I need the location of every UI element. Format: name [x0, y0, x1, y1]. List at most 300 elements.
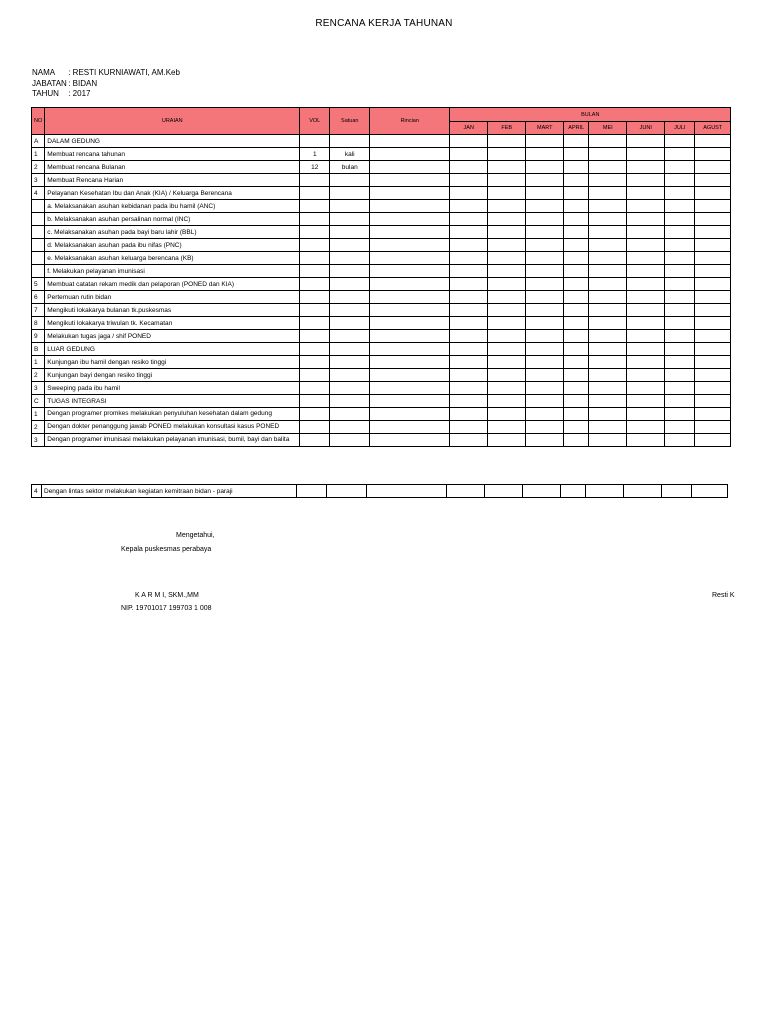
cell-month: [665, 252, 695, 265]
cell-month: [665, 421, 695, 434]
cell-month: [488, 226, 526, 239]
cell-month: [665, 161, 695, 174]
cell-vol: [300, 408, 330, 421]
meta-label: NAMA: [32, 68, 56, 77]
cell-month: [627, 434, 665, 447]
cell-month: [526, 382, 564, 395]
table-row: [32, 421, 731, 434]
header-vol: VOL: [300, 108, 330, 135]
cell-month: [564, 317, 589, 330]
cell-month: [665, 434, 695, 447]
cell-month: [665, 408, 695, 421]
cell-satuan: [330, 343, 370, 356]
cell-rincian: [370, 278, 450, 291]
cell-month: [589, 187, 627, 200]
cell-month: [627, 200, 665, 213]
cell-month: [665, 382, 695, 395]
cell-month: [488, 135, 526, 148]
table-row: [32, 161, 731, 174]
cell-month: [627, 226, 665, 239]
cell-uraian: a. Melaksanakan asuhan kebidanan pada ibu hamil (ANC): [45, 200, 300, 213]
cell-month: [526, 330, 564, 343]
cell-month: [695, 330, 731, 343]
cell-rincian: [370, 356, 450, 369]
cell-month: [589, 317, 627, 330]
cell-vol: [300, 278, 330, 291]
cell-month: [627, 356, 665, 369]
cell-month: [564, 200, 589, 213]
cell-month: [665, 200, 695, 213]
cell-month: [665, 291, 695, 304]
cell-month: [488, 174, 526, 187]
cell-vol: [300, 317, 330, 330]
cell-month: [627, 291, 665, 304]
cell-month: [627, 395, 665, 408]
cell-uraian: Mengikuti lokakarya triwulan tk. Kecamatan: [45, 317, 300, 330]
cell-rincian: [370, 317, 450, 330]
cell-month: [526, 135, 564, 148]
cell-satuan: [330, 434, 370, 447]
cell-month: [665, 343, 695, 356]
cell-uraian: Kunjungan ibu hamil dengan resiko tinggi: [45, 356, 300, 369]
cell-uraian: d. Melaksanakan asuhan pada ibu nifas (PNC): [45, 239, 300, 252]
cell-month: [627, 265, 665, 278]
cell-month: [450, 434, 488, 447]
cell-vol: [300, 330, 330, 343]
cell-month: [488, 369, 526, 382]
cell-month: [488, 356, 526, 369]
cell-month: [665, 356, 695, 369]
cell-month: [589, 135, 627, 148]
cell-satuan: [330, 174, 370, 187]
cell-month: [564, 434, 589, 447]
header-uraian: URAIAN: [45, 108, 300, 135]
cell-month: [695, 408, 731, 421]
cell-month: [627, 382, 665, 395]
header-month: JULI: [665, 122, 695, 135]
cell-month: [589, 291, 627, 304]
cell-month: [665, 265, 695, 278]
cell-month: [589, 421, 627, 434]
table-row: [32, 304, 731, 317]
cell-month: [589, 395, 627, 408]
cell-no: B: [32, 343, 45, 356]
cell-satuan: [330, 226, 370, 239]
cell-month: [695, 265, 731, 278]
cell-month: [488, 187, 526, 200]
cell-no: 9: [32, 330, 45, 343]
cell-uraian: Pelayanan Kesehatan Ibu dan Anak (KIA) / Keluarga Berencana: [45, 187, 300, 200]
cell-uraian: Dengan dokter penanggung jawab PONED melakukan konsultasi kasus PONED: [45, 421, 300, 434]
cell-month: [695, 213, 731, 226]
cell-no: [32, 226, 45, 239]
table-row: [32, 317, 731, 330]
cell-month: [564, 421, 589, 434]
cell-uraian: DALAM GEDUNG: [45, 135, 300, 148]
cell-month: [526, 356, 564, 369]
cell-month: [526, 304, 564, 317]
cell-vol: [300, 213, 330, 226]
cell-no: 2: [32, 421, 45, 434]
cell-rincian: [370, 252, 450, 265]
cell-month: [450, 174, 488, 187]
cell-month: [589, 239, 627, 252]
cell-month: [564, 291, 589, 304]
cell-satuan: [330, 408, 370, 421]
cell-month: [526, 317, 564, 330]
cell-uraian: Membuat rencana tahunan: [45, 148, 300, 161]
work-plan-extra-table: [31, 484, 728, 498]
table-row: [32, 382, 731, 395]
sign-nip: NIP. 19701017 199703 1 008: [121, 605, 212, 612]
cell-month: [488, 148, 526, 161]
cell-month: [526, 265, 564, 278]
cell-month: [450, 252, 488, 265]
cell-vol: [300, 382, 330, 395]
cell-month: [564, 161, 589, 174]
cell-month: [564, 330, 589, 343]
cell-month: [523, 485, 561, 498]
cell-rincian: [370, 330, 450, 343]
cell-uraian: b. Melaksanakan asuhan persalinan normal (INC): [45, 213, 300, 226]
cell-month: [564, 304, 589, 317]
cell-month: [627, 317, 665, 330]
cell-month: [662, 485, 692, 498]
cell-vol: [300, 434, 330, 447]
table-row: [32, 187, 731, 200]
cell-no: 7: [32, 304, 45, 317]
cell-rincian: [370, 226, 450, 239]
cell-month: [526, 226, 564, 239]
cell-month: [526, 408, 564, 421]
cell-vol: [300, 304, 330, 317]
cell-no: 3: [32, 382, 45, 395]
cell-vol: [300, 343, 330, 356]
sign-name-left: K A R M I, SKM.,MM: [135, 592, 199, 599]
cell-month: [488, 200, 526, 213]
cell-vol: [300, 291, 330, 304]
table-row: [32, 213, 731, 226]
meta-value: : 2017: [68, 89, 91, 98]
header-month: FEB: [488, 122, 526, 135]
cell-month: [488, 265, 526, 278]
cell-month: [526, 395, 564, 408]
table-row: [32, 148, 731, 161]
cell-month: [589, 356, 627, 369]
cell-month: [695, 278, 731, 291]
cell-month: [526, 213, 564, 226]
cell-satuan: [330, 330, 370, 343]
section-row: [32, 135, 731, 148]
cell-month: [526, 187, 564, 200]
meta-value: : RESTI KURNIAWATI, AM.Keb: [68, 68, 180, 77]
cell-month: [450, 382, 488, 395]
cell-month: [450, 330, 488, 343]
cell-month: [488, 434, 526, 447]
cell-uraian: Sweeping pada ibu hamil: [45, 382, 300, 395]
cell-month: [488, 239, 526, 252]
header-satuan: Satuan: [330, 108, 370, 135]
cell-month: [450, 369, 488, 382]
cell-month: [564, 174, 589, 187]
document-title: RENCANA KERJA TAHUNAN: [315, 18, 453, 29]
cell-vol: [300, 252, 330, 265]
cell-vol: [300, 135, 330, 148]
cell-month: [450, 148, 488, 161]
cell-month: [564, 382, 589, 395]
cell-uraian: Melakukan tugas jaga / shif PONED: [45, 330, 300, 343]
cell-month: [589, 304, 627, 317]
table-row: [32, 174, 731, 187]
cell-uraian: TUGAS INTEGRASI: [45, 395, 300, 408]
cell-vol: [300, 265, 330, 278]
cell-no: 1: [32, 408, 45, 421]
cell-month: [526, 252, 564, 265]
cell-vol: [300, 226, 330, 239]
cell-month: [488, 343, 526, 356]
cell-no: 8: [32, 317, 45, 330]
cell-month: [695, 369, 731, 382]
table-row: [32, 408, 731, 421]
cell-satuan: [330, 395, 370, 408]
cell-month: [627, 187, 665, 200]
cell-month: [627, 343, 665, 356]
cell-month: [564, 278, 589, 291]
cell-month: [526, 421, 564, 434]
cell-satuan: [330, 382, 370, 395]
cell-vol: [300, 174, 330, 187]
cell-vol: [300, 421, 330, 434]
cell-month: [586, 485, 624, 498]
cell-month: [589, 330, 627, 343]
cell-month: [450, 304, 488, 317]
cell-vol: [300, 395, 330, 408]
cell-satuan: [330, 265, 370, 278]
cell-month: [695, 317, 731, 330]
cell-month: [665, 369, 695, 382]
cell-month: [526, 161, 564, 174]
cell-month: [564, 213, 589, 226]
cell-month: [526, 148, 564, 161]
cell-satuan: [330, 135, 370, 148]
cell-vol: [300, 200, 330, 213]
cell-month: [665, 187, 695, 200]
table-row: [32, 330, 731, 343]
table-row: [32, 291, 731, 304]
cell-month: [624, 485, 662, 498]
cell-month: [450, 343, 488, 356]
cell-uraian: Dengan programer promkes melakukan penyuluhan kesehatan dalam gedung: [45, 408, 300, 421]
cell-month: [447, 485, 485, 498]
cell-no: 3: [32, 174, 45, 187]
cell-month: [665, 239, 695, 252]
cell-satuan: [330, 356, 370, 369]
header-month: APRIL: [564, 122, 589, 135]
cell-uraian: Membuat Rencana Harian: [45, 174, 300, 187]
cell-month: [564, 395, 589, 408]
cell-month: [564, 226, 589, 239]
header-month: AGUST: [695, 122, 731, 135]
cell-month: [695, 239, 731, 252]
cell-rincian: [370, 291, 450, 304]
header-bulan: BULAN: [450, 108, 731, 122]
cell-month: [564, 239, 589, 252]
cell-month: [450, 265, 488, 278]
cell-month: [564, 356, 589, 369]
cell-month: [488, 421, 526, 434]
cell-month: [695, 356, 731, 369]
cell-month: [488, 395, 526, 408]
cell-month: [627, 421, 665, 434]
cell-month: [450, 291, 488, 304]
header-no: NO: [32, 108, 45, 135]
cell-month: [488, 161, 526, 174]
cell-satuan: kali: [330, 148, 370, 161]
cell-month: [526, 174, 564, 187]
sign-name-right: Resti K: [712, 592, 735, 599]
cell-month: [695, 200, 731, 213]
header-month: JAN: [450, 122, 488, 135]
table-row: [32, 356, 731, 369]
meta-tahun: [32, 89, 90, 98]
cell-month: [589, 343, 627, 356]
cell-month: [488, 278, 526, 291]
cell-satuan: [330, 278, 370, 291]
cell-month: [488, 291, 526, 304]
cell-satuan: [330, 304, 370, 317]
table-row: [32, 485, 728, 498]
cell-month: [627, 369, 665, 382]
cell-month: [589, 434, 627, 447]
cell-uraian: Kunjungan bayi dengan resiko tinggi: [45, 369, 300, 382]
cell-month: [589, 161, 627, 174]
cell-vol: 1: [300, 148, 330, 161]
cell-rincian: [370, 213, 450, 226]
cell-month: [589, 200, 627, 213]
cell-no: [32, 239, 45, 252]
cell-month: [526, 434, 564, 447]
cell-satuan: bulan: [330, 161, 370, 174]
cell-month: [564, 135, 589, 148]
cell-no: [32, 200, 45, 213]
cell-month: [627, 252, 665, 265]
cell-rincian: [370, 135, 450, 148]
cell-month: [695, 187, 731, 200]
cell-no: 1: [32, 356, 45, 369]
cell-month: [695, 304, 731, 317]
cell-month: [450, 395, 488, 408]
cell-month: [665, 135, 695, 148]
cell-rincian: [370, 434, 450, 447]
cell-month: [665, 213, 695, 226]
table-row: [32, 200, 731, 213]
cell-no: 4: [32, 187, 45, 200]
table-row: [32, 252, 731, 265]
cell-month: [450, 187, 488, 200]
cell-month: [695, 434, 731, 447]
cell-rincian: [367, 485, 447, 498]
cell-satuan: [330, 239, 370, 252]
table-row: [32, 278, 731, 291]
cell-month: [450, 213, 488, 226]
cell-month: [695, 395, 731, 408]
cell-month: [450, 226, 488, 239]
header-month: MART: [526, 122, 564, 135]
cell-month: [695, 226, 731, 239]
cell-month: [450, 278, 488, 291]
cell-no: 1: [32, 148, 45, 161]
cell-month: [695, 382, 731, 395]
cell-rincian: [370, 148, 450, 161]
cell-no: 3: [32, 434, 45, 447]
cell-month: [627, 408, 665, 421]
cell-vol: 12: [300, 161, 330, 174]
cell-uraian: c. Melaksanakan asuhan pada bayi baru lahir (BBL): [45, 226, 300, 239]
cell-month: [665, 330, 695, 343]
sign-kepala: Kepala puskesmas perabaya: [121, 546, 212, 553]
cell-month: [695, 343, 731, 356]
cell-month: [564, 148, 589, 161]
cell-month: [450, 421, 488, 434]
table-row: [32, 369, 731, 382]
cell-uraian: Membuat rencana Bulanan: [45, 161, 300, 174]
cell-satuan: [330, 213, 370, 226]
cell-month: [526, 369, 564, 382]
cell-no: [32, 252, 45, 265]
cell-rincian: [370, 174, 450, 187]
cell-rincian: [370, 369, 450, 382]
cell-month: [450, 200, 488, 213]
cell-month: [450, 135, 488, 148]
cell-month: [695, 252, 731, 265]
cell-month: [589, 226, 627, 239]
cell-satuan: [330, 317, 370, 330]
cell-month: [665, 226, 695, 239]
cell-no: 4: [32, 485, 42, 498]
cell-month: [488, 304, 526, 317]
work-plan-table: [31, 107, 731, 447]
cell-month: [589, 174, 627, 187]
cell-month: [564, 343, 589, 356]
cell-month: [589, 278, 627, 291]
cell-month: [450, 356, 488, 369]
meta-label: JABATAN: [32, 79, 67, 88]
cell-no: [32, 265, 45, 278]
cell-rincian: [370, 395, 450, 408]
cell-month: [526, 239, 564, 252]
cell-vol: [297, 485, 327, 498]
cell-month: [526, 200, 564, 213]
meta-jabatan: [32, 79, 97, 88]
cell-month: [589, 265, 627, 278]
cell-no: 2: [32, 161, 45, 174]
cell-month: [450, 408, 488, 421]
cell-month: [589, 408, 627, 421]
cell-month: [627, 161, 665, 174]
cell-month: [564, 187, 589, 200]
cell-month: [627, 304, 665, 317]
cell-rincian: [370, 239, 450, 252]
cell-no: 5: [32, 278, 45, 291]
cell-satuan: [330, 421, 370, 434]
cell-rincian: [370, 200, 450, 213]
cell-uraian: Membuat catatan rekam medik dan pelaporan (PONED dan KIA): [45, 278, 300, 291]
cell-month: [589, 252, 627, 265]
cell-month: [627, 148, 665, 161]
cell-month: [488, 317, 526, 330]
cell-month: [695, 174, 731, 187]
sign-mengetahui: Mengetahui,: [176, 532, 215, 539]
